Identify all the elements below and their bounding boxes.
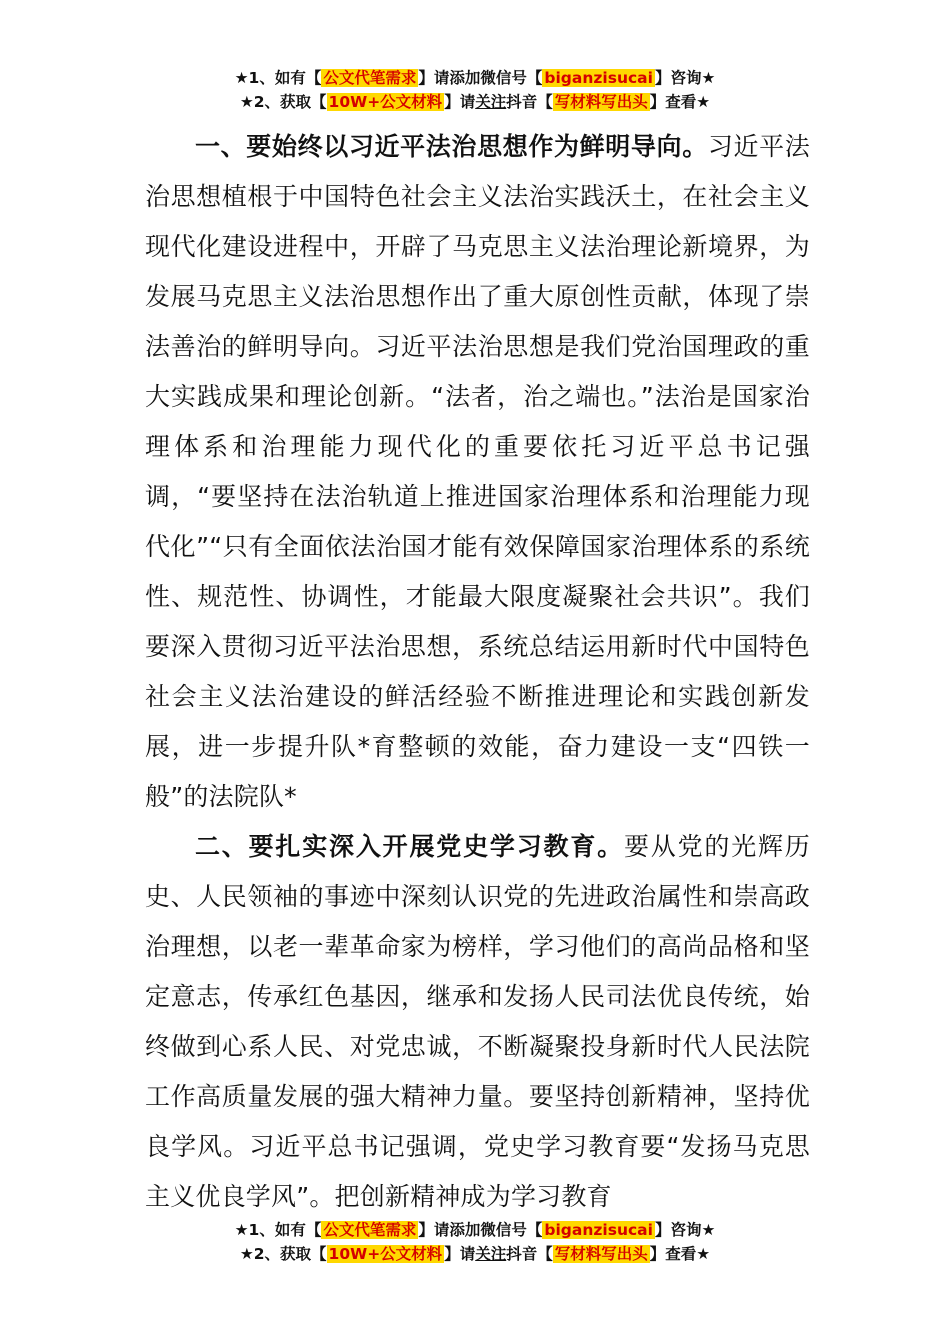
- banner-text: 抖音【: [506, 93, 553, 111]
- wechat-id-highlight: biganzisucai: [544, 1221, 653, 1239]
- banner-text: 微信号【: [480, 1221, 543, 1239]
- banner-text: 关注: [475, 93, 507, 111]
- paragraph-text: 要从党的光辉历史、人民领袖的事迹中深刻认识党的先进政治属性和崇高政治理想，以老一辈革命家为榜样，学习他们的高尚品格和坚定意志，传承红色基因，继承和发扬人民司法优良传统，始终做到心系人民、对党忠诚，不断凝聚投身新时代人民法院工作高质量发展的强大精神力量。要坚持创新精神，坚持优良学风。习近平总书记强调，党史学习教育要“发扬马克思主义优良学风”。把创新精神成为学习教育: [145, 832, 811, 1211]
- banner-text: 】查看★: [649, 93, 711, 111]
- banner-line-2: [0, 1242, 950, 1266]
- banner-text: 】查看★: [649, 1245, 711, 1263]
- douyin-id-highlight: 写材料写出头: [554, 1245, 648, 1263]
- banner-text: 加: [464, 69, 481, 87]
- footer-banner: [0, 1218, 950, 1266]
- banner-text: 】请: [444, 1245, 476, 1263]
- banner-line-2: [0, 90, 950, 114]
- banner-text: 关注: [475, 1245, 507, 1263]
- banner-line-1: [0, 1218, 950, 1242]
- wechat-id-highlight: biganzisucai: [544, 69, 653, 87]
- banner-text: 微信号【: [480, 69, 543, 87]
- banner-text: 抖音【: [506, 1245, 553, 1263]
- banner-text: ★2、获取【: [239, 93, 327, 111]
- banner-line-1: [0, 66, 950, 90]
- banner-text: ★1、如有【: [234, 69, 322, 87]
- paragraph-heading: 二、要扎实深入开展党史学习教育。: [195, 832, 624, 861]
- banner-text: 加: [464, 1221, 481, 1239]
- banner-text: 】请添: [418, 69, 465, 87]
- banner-text: 】咨询★: [654, 69, 716, 87]
- banner-text: 】请: [444, 93, 476, 111]
- banner-text: ★2、获取【: [239, 1245, 327, 1263]
- banner-highlight: 公文代笔需求: [323, 69, 417, 87]
- banner-highlight: 10W+公文材料: [328, 1245, 443, 1263]
- paragraph-text: 习近平法治思想植根于中国特色社会主义法治实践沃土，在社会主义现代化建设进程中，开辟了马克思主义法治理论新境界，为发展马克思主义法治思想作出了重大原创性贡献，体现了崇法善治的鲜明导向。习近平法治思想是我们党治国理政的重大实践成果和理论创新。“法者，治之端也。”法治是国家治理体系和治理能力现代化的重要依托习近平总书记强调，“要坚持在法治轨道上推进国家治理体系和治理能力现代化”“只有全面依法治国才能有效保障国家治理体系的系统性、规范性、协调性，才能最大限度凝聚社会共识”。我们要深入贯彻习近平法治思想，系统总结运用新时代中国特色社会主义法治建设的鲜活经验不断推进理论和实践创新发展，进一步提升队*育整顿的效能，奋力建设一支“四铁一般”的法院队*: [145, 132, 810, 811]
- banner-highlight: 10W+公文材料: [328, 93, 443, 111]
- paragraph-1: [145, 122, 810, 822]
- banner-text: 】请添: [418, 1221, 465, 1239]
- douyin-id-highlight: 写材料写出头: [554, 93, 648, 111]
- header-banner: [0, 66, 950, 114]
- banner-text: ★1、如有【: [234, 1221, 322, 1239]
- banner-highlight: 公文代笔需求: [323, 1221, 417, 1239]
- document-body: [145, 122, 810, 1222]
- paragraph-heading: 一、要始终以习近平法治思想作为鲜明导向。: [195, 132, 708, 161]
- banner-text: 】咨询★: [654, 1221, 716, 1239]
- paragraph-2: [145, 822, 810, 1222]
